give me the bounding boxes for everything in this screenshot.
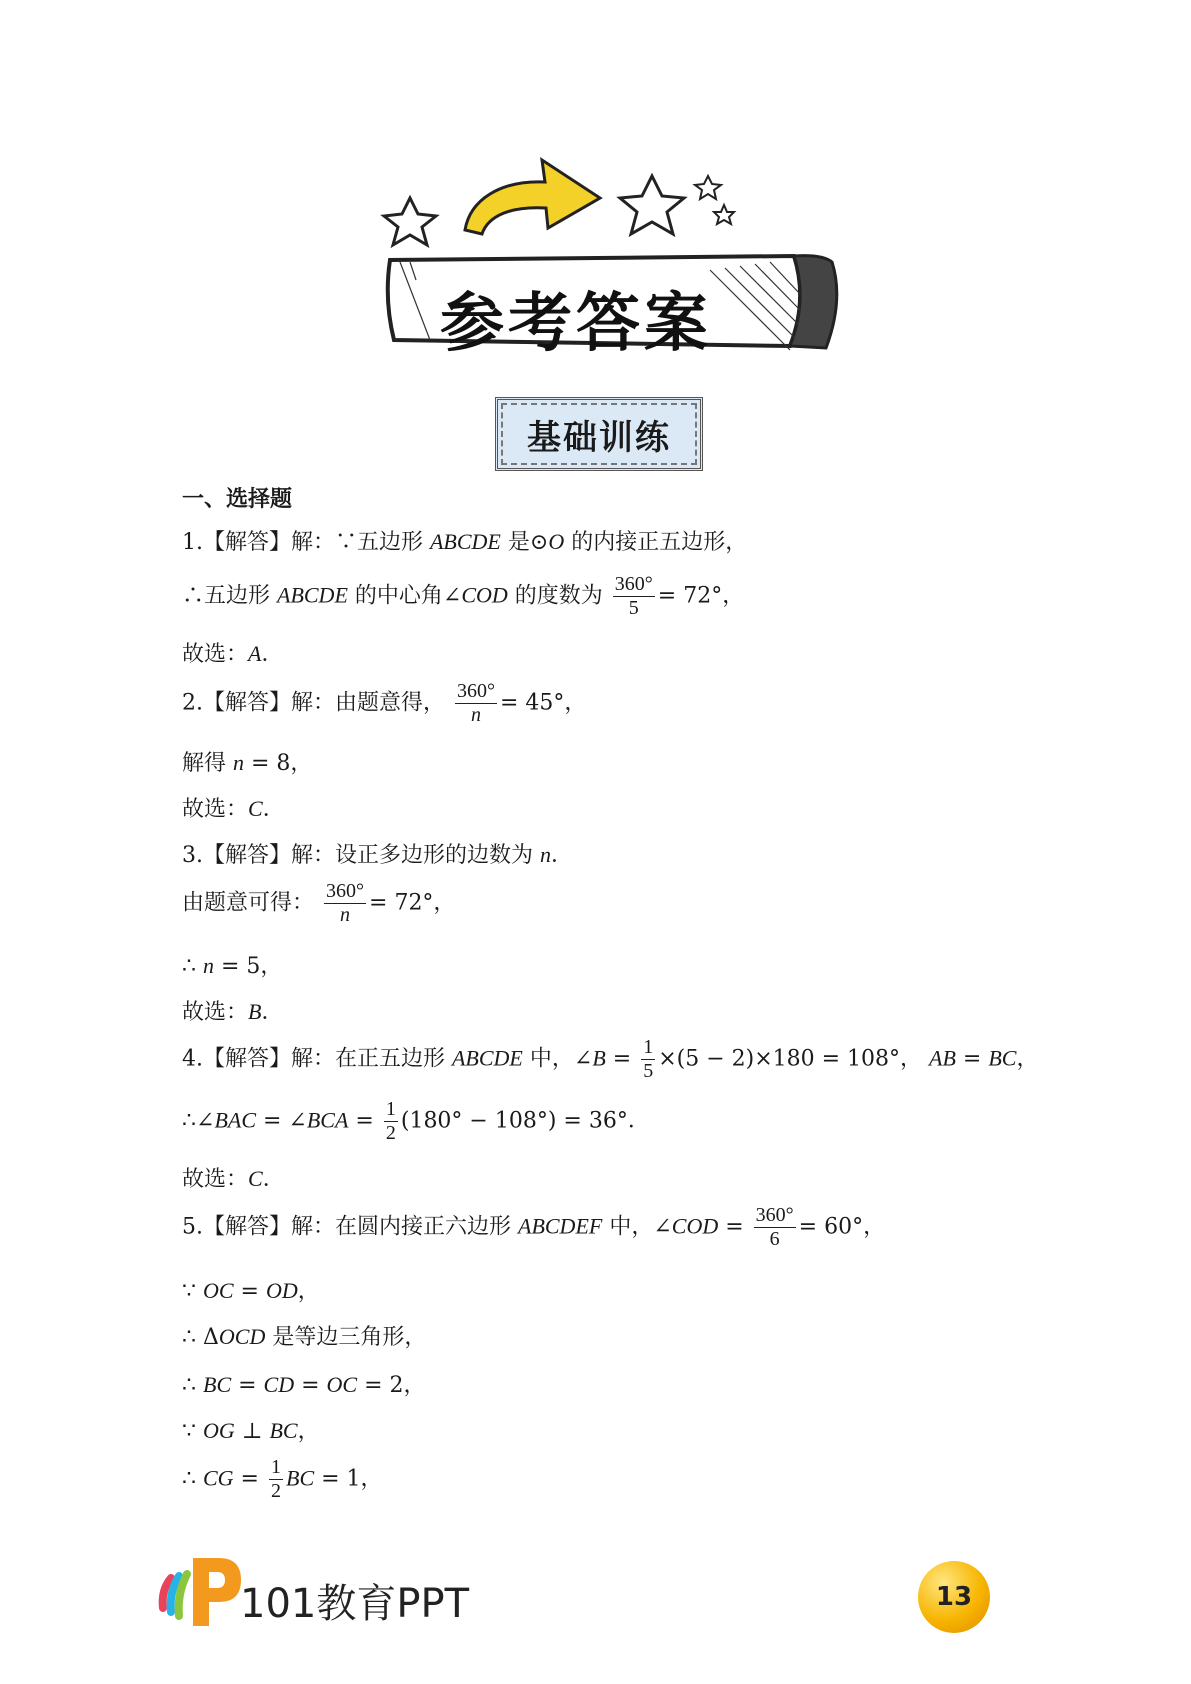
fraction: $\frac{360^\circ}{n}$ (457, 680, 495, 726)
fraction: $\frac{1}{5}$ (643, 1036, 654, 1082)
section-title: 一、选择题 (182, 487, 293, 512)
q5-line5: ∵ OG ⊥ BC， (182, 1418, 320, 1444)
page-number-badge: 13 (918, 1561, 990, 1633)
fraction: $\frac{360^\circ}{6}$ (755, 1204, 794, 1250)
q4-line3: 故选：C． (182, 1166, 285, 1192)
star-icon (695, 176, 721, 199)
section-subtitle: 基础训练 (495, 397, 703, 471)
q3-line4: 故选：B． (182, 999, 284, 1025)
fraction: $\frac{1}{2}$ (385, 1098, 396, 1144)
fraction: $\frac{360^\circ}{5}$ (614, 573, 653, 619)
q5-line1: 5.【解答】解：在圆内接正六边形 ABCDEF 中，∠COD = $\frac{360^\circ}{6}$ = 60°， (182, 1204, 886, 1250)
q4-line2: ∴∠BAC = ∠BCA = $\frac{1}{2}$ (180° − 108°) = 36°． (182, 1098, 650, 1144)
star-icon (714, 205, 734, 224)
fraction: $\frac{360^\circ}{n}$ (326, 880, 365, 926)
star-icon (384, 198, 436, 245)
q3-line3: ∴ n = 5， (182, 953, 283, 979)
brand-name: 101教育PPT (240, 1581, 470, 1627)
q5-line3: ∴ ΔOCD 是等边三角形， (182, 1324, 427, 1350)
q1-line1: 1.【解答】解：∵五边形 ABCDE 是⊙O 的内接正五边形， (182, 529, 748, 555)
banner-title: 参考答案 (440, 287, 712, 361)
q2-line3: 故选：C． (182, 796, 285, 822)
curved-arrow-icon (465, 160, 600, 234)
q2-line2: 解得 n = 8， (182, 750, 313, 776)
q1-line3: 故选：A． (182, 641, 284, 667)
q1-line2: ∴五边形 ABCDE 的中心角∠COD 的度数为 $\frac{360^\circ}{5}$ = 72°， (182, 573, 745, 619)
q5-line4: ∴ BC = CD = OC = 2， (182, 1372, 426, 1398)
q5-line2: ∵ OC = OD， (182, 1278, 320, 1304)
q2-line1: 2.【解答】解：由题意得， $\frac{360^\circ}{n}$ = 45°， (182, 680, 587, 726)
q3-line1: 3.【解答】解：设正多边形的边数为 n． (182, 842, 574, 868)
q3-line2: 由题意可得： $\frac{360^\circ}{n}$ = 72°， (182, 880, 456, 926)
q5-line6: ∴ CG = $\frac{1}{2}$ BC = 1， (182, 1456, 383, 1502)
star-icon (620, 176, 684, 234)
q4-line1: 4.【解答】解：在正五边形 ABCDE 中，∠B = $\frac{1}{5}$ ×(5 − 2)×180 = 108°， AB = BC， (182, 1036, 1039, 1082)
fraction: $\frac{1}{2}$ (271, 1456, 281, 1502)
